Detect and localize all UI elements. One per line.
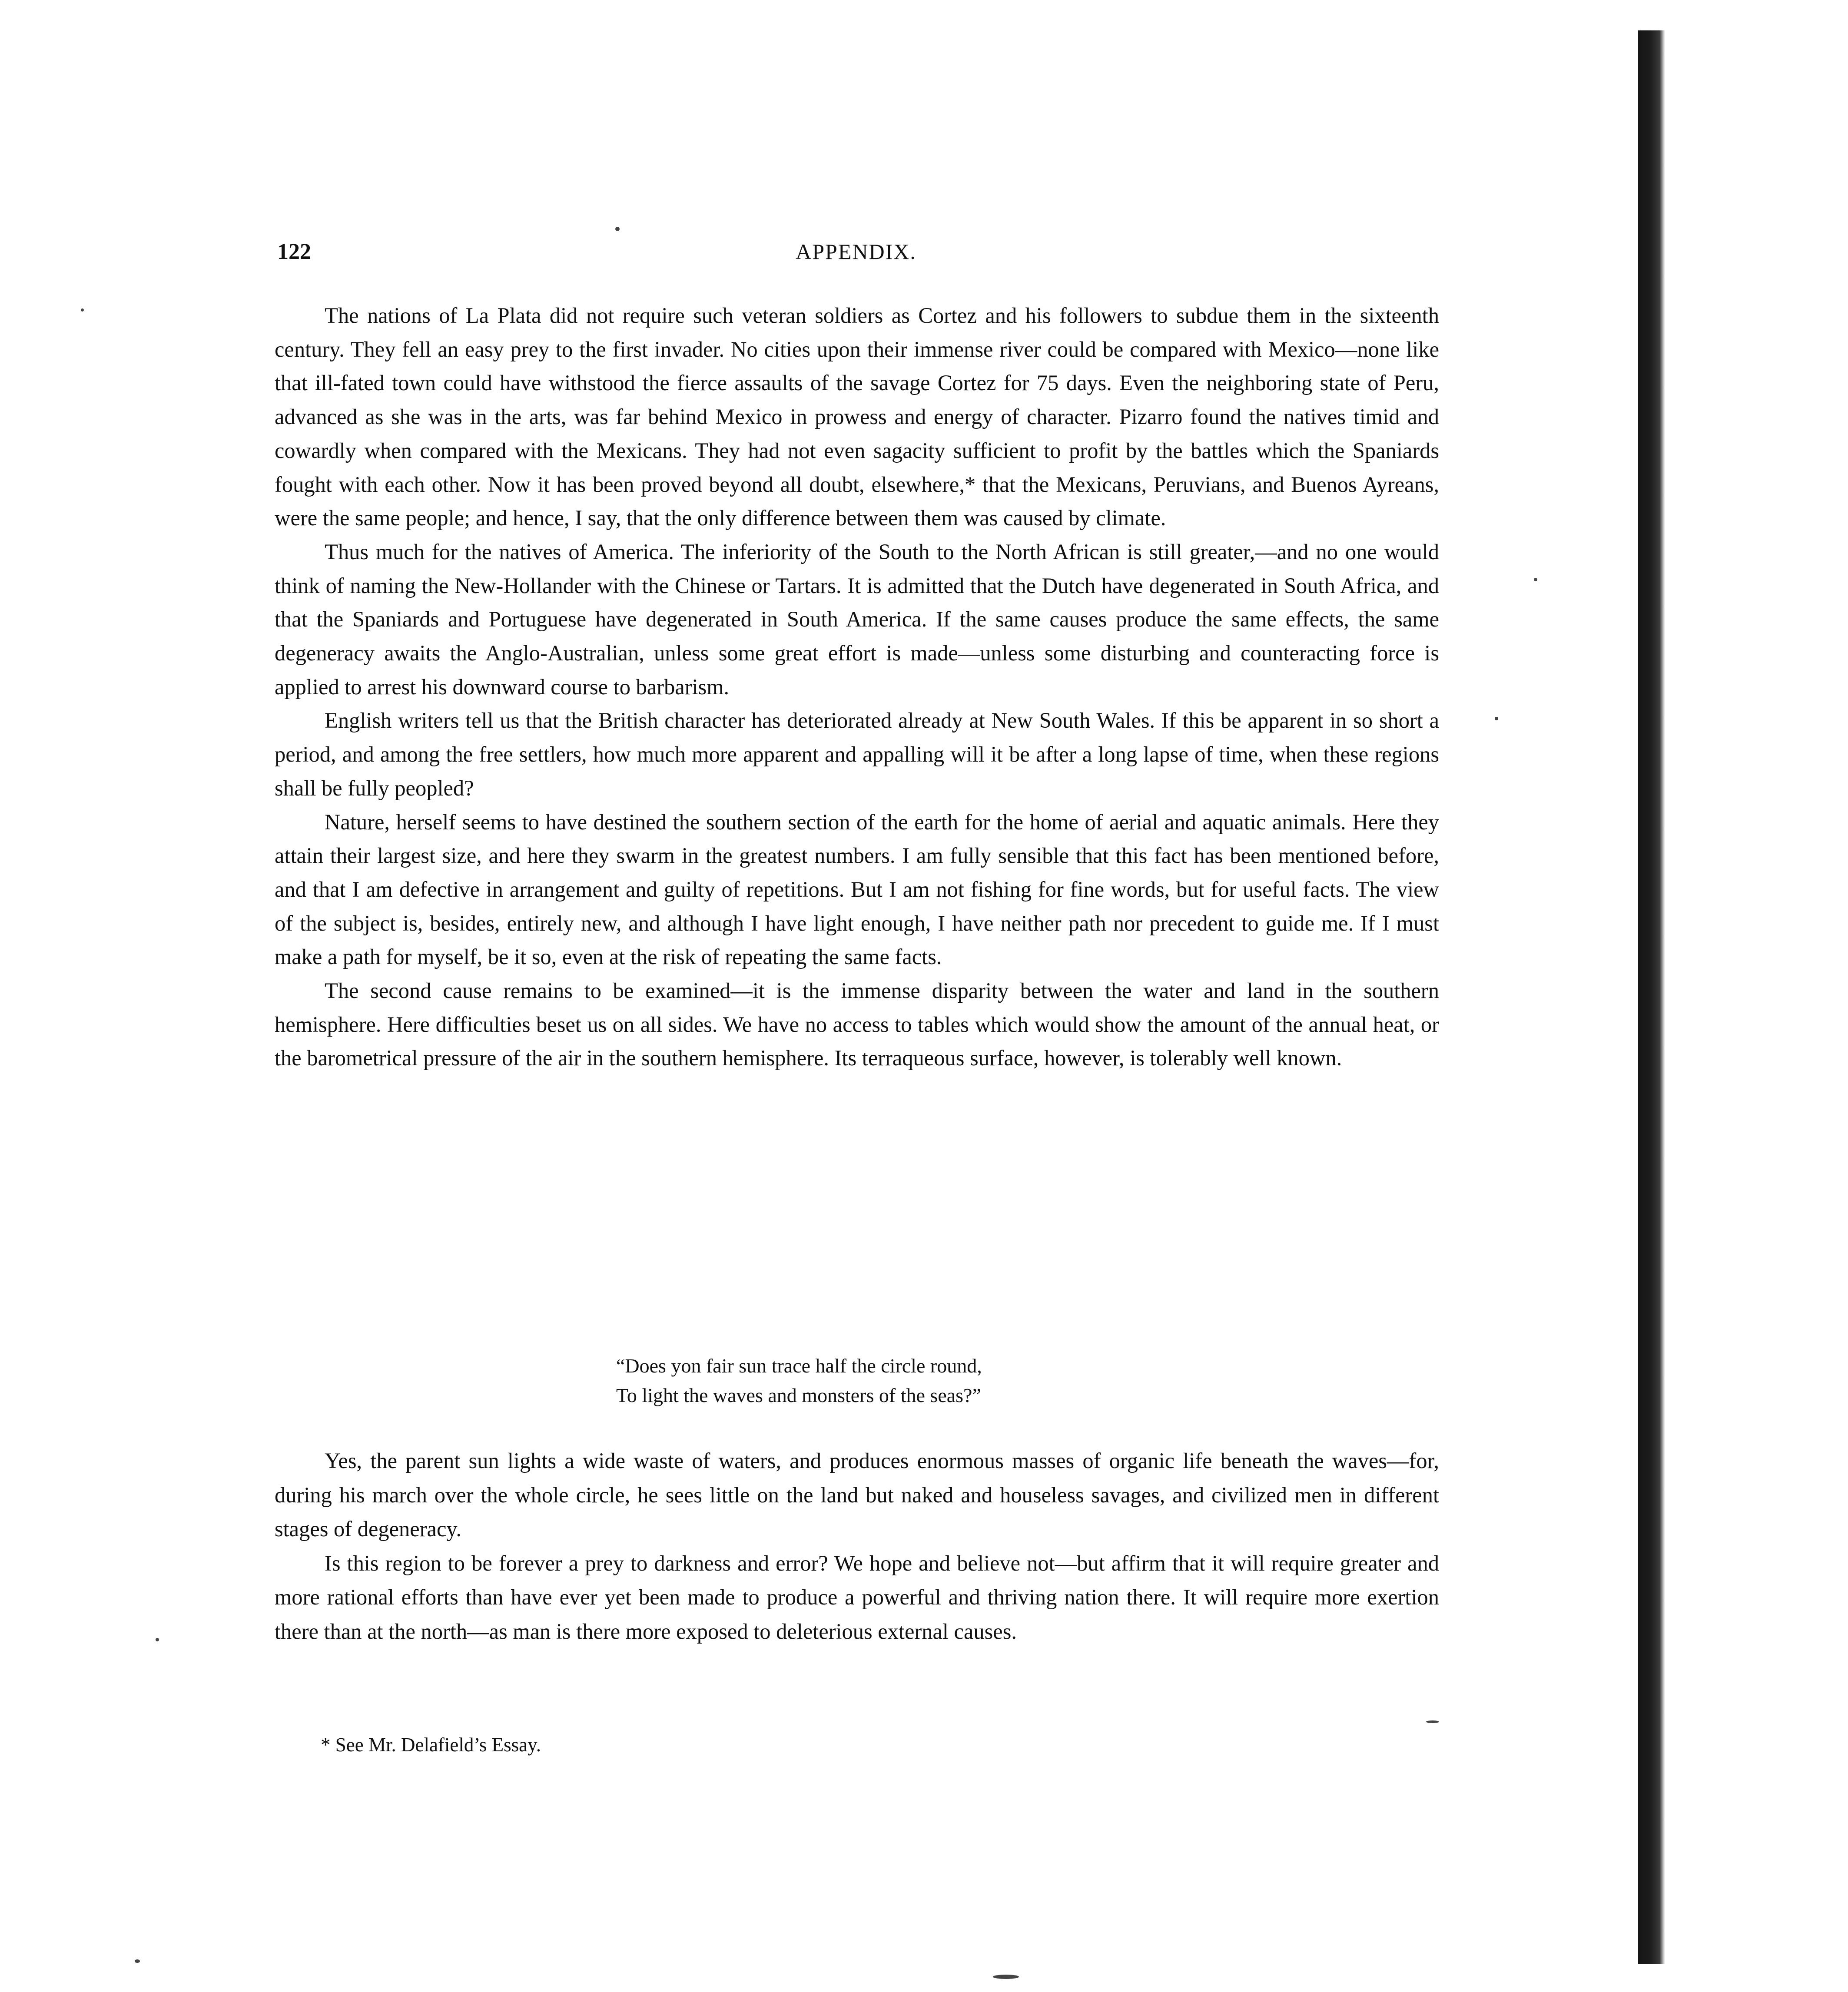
paragraph: The second cause remains to be examined—it is the immense disparity between the water and land in the southern hemisphere. Here difficulties beset us on all sides. We have no access to tables which would show the amount of the annual heat, or the barometrical pressure of the air in the southern hemisphere. Its terraqueous surface, however, is tolerably well known. [275, 978, 1439, 1071]
scan-speck [1426, 1720, 1439, 1723]
scan-speck [1534, 578, 1537, 581]
paragraph: Thus much for the natives of America. The inferiority of the South to the North African is still greater,—and no one would think of naming the New-Hollander with the Chinese or Tartars. It is admitted that the Dutch have degenerated in South Africa, and that the Spaniards and Portuguese have degenerated in South America. If the same causes produce the same effects, the same degeneracy awaits the Anglo-Australian, unless some great effort is made—unless some disturbing and counteracting force is applied to arrest his downward course to barbarism. [275, 539, 1439, 699]
page-number: 122 [277, 239, 311, 264]
scan-speck [81, 308, 84, 312]
main-text-continued [275, 1444, 1439, 1648]
paragraph: The nations of La Plata did not require such veteran soldiers as Cortez and his followers to subdue them in the sixteenth century. They fell an easy prey to the first invader. No cities upon their immense river could be compared with Mexico—none like that ill-fated town could have withstood the fierce assaults of the savage Cortez for 75 days. Even the neighboring state of Peru, advanced as she was in the arts, was far behind Mexico in prowess and energy of character. Pizarro found the natives timid and cowardly when compared with the Mexicans. They had not even sagacity sufficient to profit by the battles which the Spaniards fought with each other. Now it has been proved beyond all doubt, elsewhere,* that the Mexicans, Peruvians, and Buenos Ayreans, were the same people; and hence, I say, that the only difference between them was caused by climate. [275, 303, 1439, 530]
paragraph: English writers tell us that the British character has deteriorated already at New South Wales. If this be apparent in so short a period, and among the free settlers, how much more apparent and appalling will it be after a long lapse of time, when these regions shall be fully peopled? [275, 708, 1439, 800]
paragraph: Yes, the parent sun lights a wide waste of waters, and produces enormous masses of organic life beneath the waves—for, during his march over the whole circle, he sees little on the land but naked and houseless savages, and civilized men in different stages of degeneracy. [275, 1448, 1439, 1541]
paragraph: Nature, herself seems to have destined the southern section of the earth for the home of aerial and aquatic animals. Here they attain their largest size, and here they swarm in the greatest numbers. I am fully sensible that this fact has been mentioned before, and that I am defective in arrangement and guilty of repetitions. But I am not fishing for fine words, but for useful facts. The view of the subject is, besides, entirely new, and although I have light enough, I have neither path nor precedent to guide me. If I must make a path for myself, be it so, even at the risk of repeating the same facts. [275, 809, 1439, 969]
scan-speck [156, 1638, 159, 1641]
scan-speck [1495, 717, 1498, 720]
paragraph: Is this region to be forever a prey to darkness and error? We hope and believe not—but affirm that it will require greater and more rational efforts than have ever yet been made to produce a powerful and thriving nation there. It will require more exertion there than at the north—as man is there more exposed to deleterious external causes. [275, 1551, 1439, 1644]
main-text [275, 299, 1439, 1075]
page-header [274, 230, 1438, 269]
running-head: APPENDIX. [796, 239, 916, 264]
verse-line: To light the waves and monsters of the seas?” [616, 1384, 981, 1406]
verse-quotation [616, 1351, 982, 1410]
scan-speck [993, 1975, 1019, 1979]
scan-speck [615, 227, 620, 231]
scan-speck [135, 1959, 140, 1963]
verse-line: “Does yon fair sun trace half the circle round, [616, 1355, 982, 1377]
footnote: * See Mr. Delafield’s Essay. [321, 1734, 541, 1756]
binding-edge [1638, 30, 1665, 1964]
